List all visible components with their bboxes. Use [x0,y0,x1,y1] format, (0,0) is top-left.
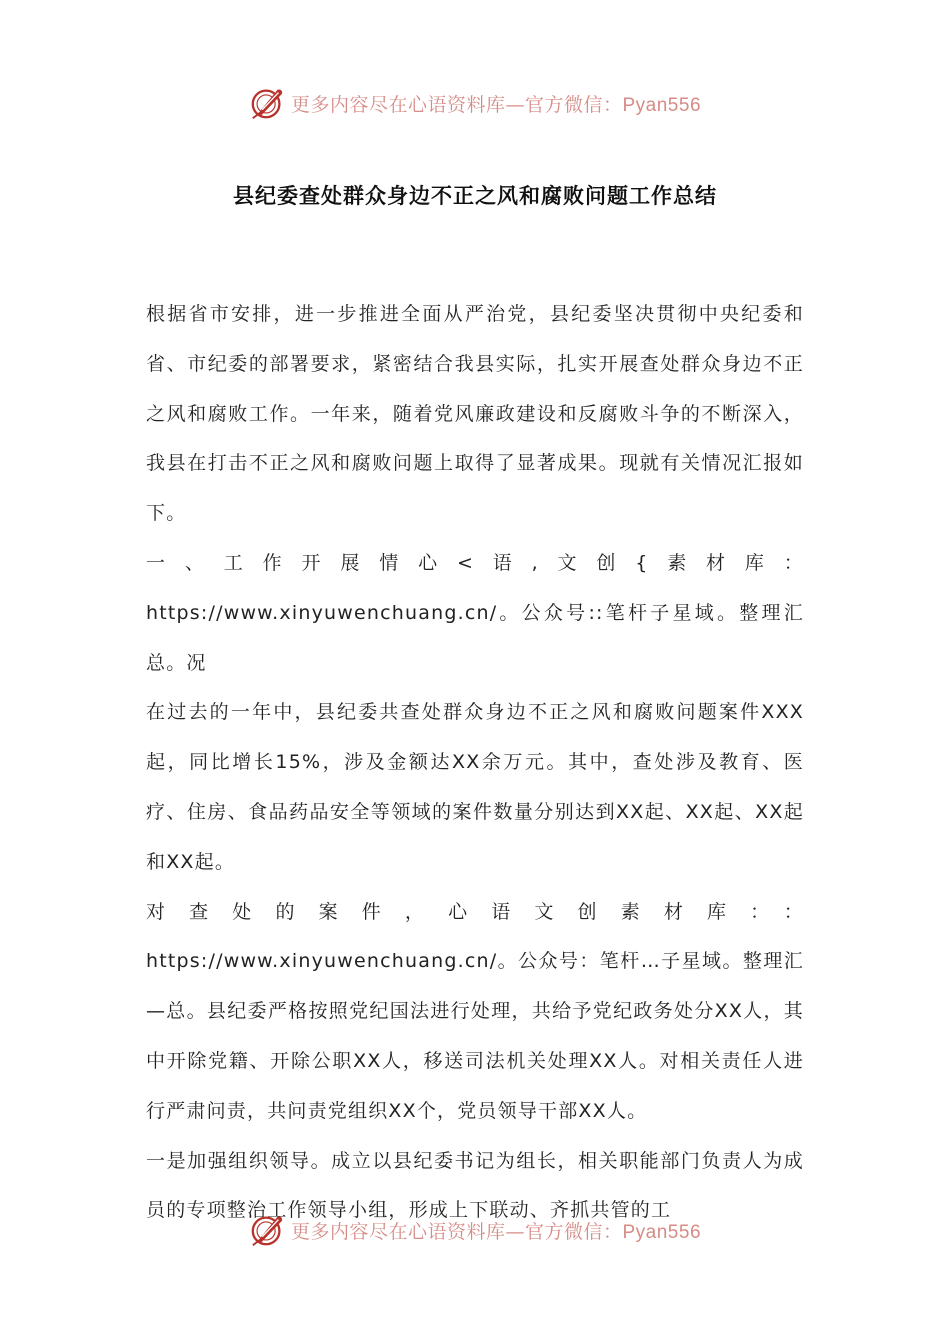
paragraph-section-heading: 一、工作开展情心<语,文创{素材库：https://www.xinyuwenchuang.cn/。公众号::笔杆子星域。整理汇总。况 [146,551,804,674]
quill-pen-logo-icon [249,84,287,122]
footer-banner-label: 更多内容尽在心语资料库—官方微信： [290,1220,623,1243]
quill-pen-logo-icon [249,1211,287,1249]
header-banner-text [291,90,701,117]
footer-banner [0,1210,950,1250]
paragraph-organization-leadership: 一是加强组织领导。成立以县纪委书记为组长，相关职能部门负责人为成员的专项整治工作领导小组，形成上下联动、齐抓共管的工 [146,1149,804,1222]
document-body [146,290,804,1236]
paragraph-case-handling: 对查处的案件，心语文创素材库：：https://www.xinyuwenchuang.cn/。公众号：笔杆…子星域。整理汇—总。县纪委严格按照党纪国法进行处理，共给予党纪政务处分XX人，其中开除党籍、开除公职XX人，移送司法机关处理XX人。对相关责任人进行严肃问责，共问责党组织XX个，党员领导干部XX人。 [146,900,804,1122]
footer-banner-text [291,1217,701,1244]
header-banner-handle: Pyan556 [622,94,702,116]
footer-banner-handle: Pyan556 [622,1221,702,1243]
header-banner-label: 更多内容尽在心语资料库—官方微信： [290,93,623,116]
header-banner [0,83,950,123]
paragraph-intro: 根据省市安排，进一步推进全面从严治党，县纪委坚决贯彻中央纪委和省、市纪委的部署要求，紧密结合我县实际，扎实开展查处群众身边不正之风和腐败工作。一年来，随着党风廉政建设和反腐败斗争的不断深入，我县在打击不正之风和腐败问题上取得了显著成果。现就有关情况汇报如下。 [146,303,804,525]
document-title: 县纪委查处群众身边不正之风和腐败问题工作总结 [233,184,717,208]
paragraph-case-statistics: 在过去的一年中，县纪委共查处群众身边不正之风和腐败问题案件XXX起，同比增长15%，涉及金额达XX余万元。其中，查处涉及教育、医疗、住房、食品药品安全等领域的案件数量分别达到XX起、XX起、XX起和XX起。 [146,701,804,873]
